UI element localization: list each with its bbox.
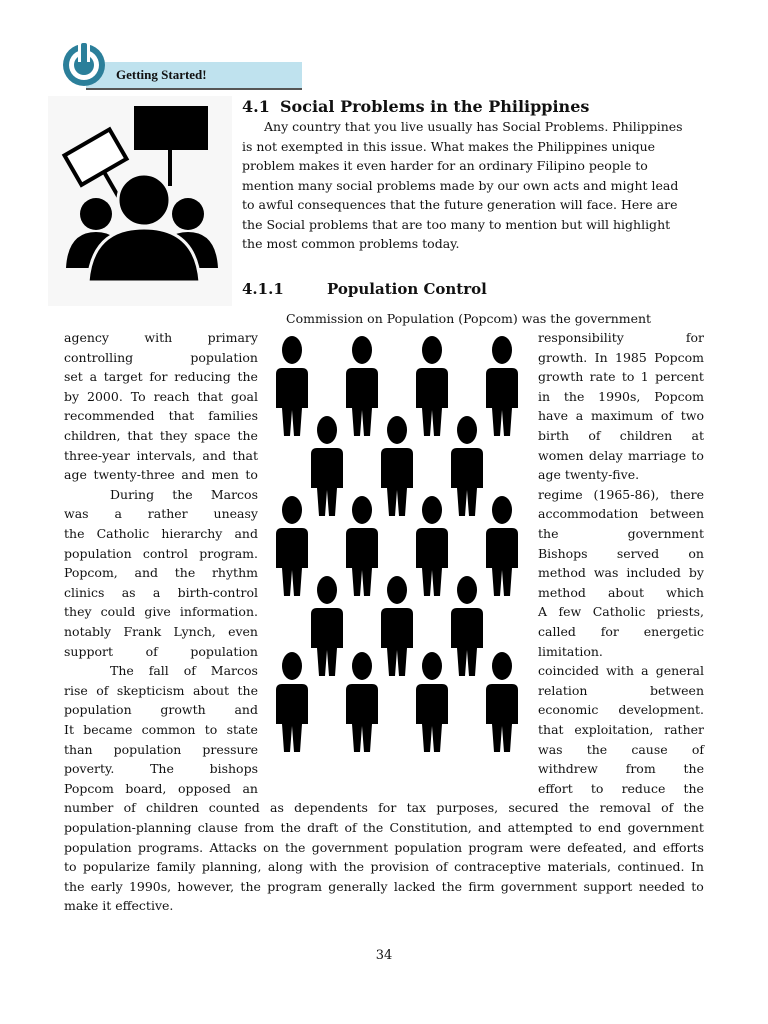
- page-number: 34: [375, 948, 393, 963]
- body-line: It became common to state: [64, 722, 258, 737]
- body-line: population control program.: [64, 545, 258, 561]
- body-line: controlling population: [64, 349, 258, 365]
- body-line: Popcom, and the rhythm: [64, 565, 258, 581]
- body-line: the government: [538, 526, 704, 541]
- body-line: three-year intervals, and that: [64, 447, 258, 463]
- subsection-title: Population Control: [327, 280, 487, 298]
- intro-line: to awful consequences that the future generation will face. Here are: [242, 197, 678, 212]
- person-figure: [486, 652, 518, 752]
- body-line: A few Catholic priests,: [538, 604, 704, 620]
- body-line: set a target for reducing the: [64, 369, 258, 385]
- body-line: population-planning clause from the draft of the Constitution, and attempted to end government: [64, 820, 704, 835]
- body-line: make it effective.: [64, 898, 174, 914]
- body-line: growth. In 1985 Popcom: [538, 349, 704, 365]
- body-line: have a maximum of two: [538, 408, 704, 424]
- intro-line: the Social problems that are too many to mention but will highlight: [242, 216, 671, 232]
- body-line: age twenty-five.: [538, 467, 640, 483]
- intro-paragraph: [242, 117, 704, 254]
- body-line: poverty. The bishops: [64, 761, 258, 777]
- person-figure: [346, 336, 378, 436]
- body-line: method about which: [538, 584, 704, 600]
- person-figure: [346, 652, 378, 752]
- body-line: notably Frank Lynch, even: [64, 624, 258, 639]
- person-figure: [451, 576, 483, 676]
- body-line: method was included by: [538, 565, 704, 581]
- body-line: withdrew from the: [538, 761, 704, 777]
- person-figure: [416, 652, 448, 752]
- body-line: clinics as a birth-control: [64, 584, 258, 600]
- body-first-line: Commission on Population (Popcom) was the government: [286, 311, 652, 326]
- body-line: by 2000. To reach that goal: [64, 388, 258, 404]
- intro-line: is not exempted in this issue. What makes the Philippines unique: [242, 138, 656, 154]
- body-line: The fall of Marcos: [110, 663, 258, 679]
- person-figure: [311, 416, 343, 516]
- person-figure: [381, 416, 413, 516]
- body-line: age twenty-three and men to: [64, 467, 258, 483]
- protest-crowd-icon: [48, 96, 232, 306]
- getting-started-banner: [60, 40, 305, 92]
- intro-line: mention many social problems made by our own acts and might lead: [242, 177, 679, 193]
- body-line: growth rate to 1 percent: [538, 369, 704, 385]
- body-line: that exploitation, rather: [538, 722, 704, 737]
- body-line: called for energetic: [538, 624, 704, 639]
- body-line: children, that they space the: [64, 428, 258, 443]
- person-figure: [276, 652, 308, 752]
- body-line: relation between: [538, 682, 704, 698]
- person-figure: [276, 336, 308, 436]
- body-line: birth of children at: [538, 428, 704, 443]
- person-figure: [311, 576, 343, 676]
- body-line: support of population: [64, 643, 258, 659]
- intro-line: Any country that you live usually has Social Problems. Philippines: [264, 119, 683, 134]
- body-line: agency with primary: [64, 330, 258, 345]
- body-line: recommended that families: [64, 408, 258, 424]
- section-number: 4.1: [242, 97, 270, 116]
- body-line: responsibility for: [538, 330, 704, 345]
- person-figure: [346, 496, 378, 596]
- subsection-number: 4.1.1: [242, 280, 284, 298]
- person-figure: [416, 496, 448, 596]
- body-line: population growth and: [64, 702, 258, 718]
- person-figure: [486, 496, 518, 596]
- body-line: in the 1990s, Popcom: [538, 388, 704, 404]
- body-line: During the Marcos: [110, 486, 258, 502]
- section-title: Social Problems in the Philippines: [280, 97, 590, 116]
- person-figure: [486, 336, 518, 436]
- body-line: was the cause of: [538, 741, 704, 757]
- body-line: economic development.: [538, 702, 704, 718]
- body-line: the early 1990s, however, the program generally lacked the firm government support needed to: [64, 878, 704, 894]
- body-line: effort to reduce the: [538, 780, 704, 796]
- person-figure: [451, 416, 483, 516]
- body-line: Popcom board, opposed an: [64, 780, 258, 796]
- body-line: limitation.: [538, 643, 603, 659]
- body-line: regime (1965-86), there: [538, 486, 704, 502]
- body-line: was a rather uneasy: [64, 506, 258, 522]
- body-line: they could give information.: [64, 604, 258, 620]
- body-line: Bishops served on: [538, 545, 704, 561]
- body-line: women delay marriage to: [538, 447, 704, 463]
- body-line: number of children counted as dependents for tax purposes, secured the removal of the: [64, 800, 704, 816]
- person-figure: [416, 336, 448, 436]
- body-line: rise of skepticism about the: [64, 682, 258, 698]
- subsection-heading: [242, 280, 487, 298]
- body-line: population programs. Attacks on the government population program were defeated, and efforts: [64, 839, 704, 855]
- body-line: the Catholic hierarchy and: [64, 526, 258, 541]
- body-line: coincided with a general: [538, 663, 704, 679]
- body-line: accommodation between: [538, 506, 704, 522]
- intro-line: the most common problems today.: [242, 236, 460, 251]
- body-line: to popularize family planning, along with the provision of contraceptive materials, continued. In: [64, 859, 704, 875]
- banner-title: Getting Started!: [116, 67, 207, 82]
- person-figure: [276, 496, 308, 596]
- people-crowd-icon: [272, 336, 527, 782]
- body-line: than population pressure: [64, 741, 258, 757]
- section-heading: [242, 97, 589, 116]
- power-icon: [60, 40, 108, 88]
- person-figure: [381, 576, 413, 676]
- intro-line: problem makes it even harder for an ordinary Filipino people to: [242, 158, 648, 173]
